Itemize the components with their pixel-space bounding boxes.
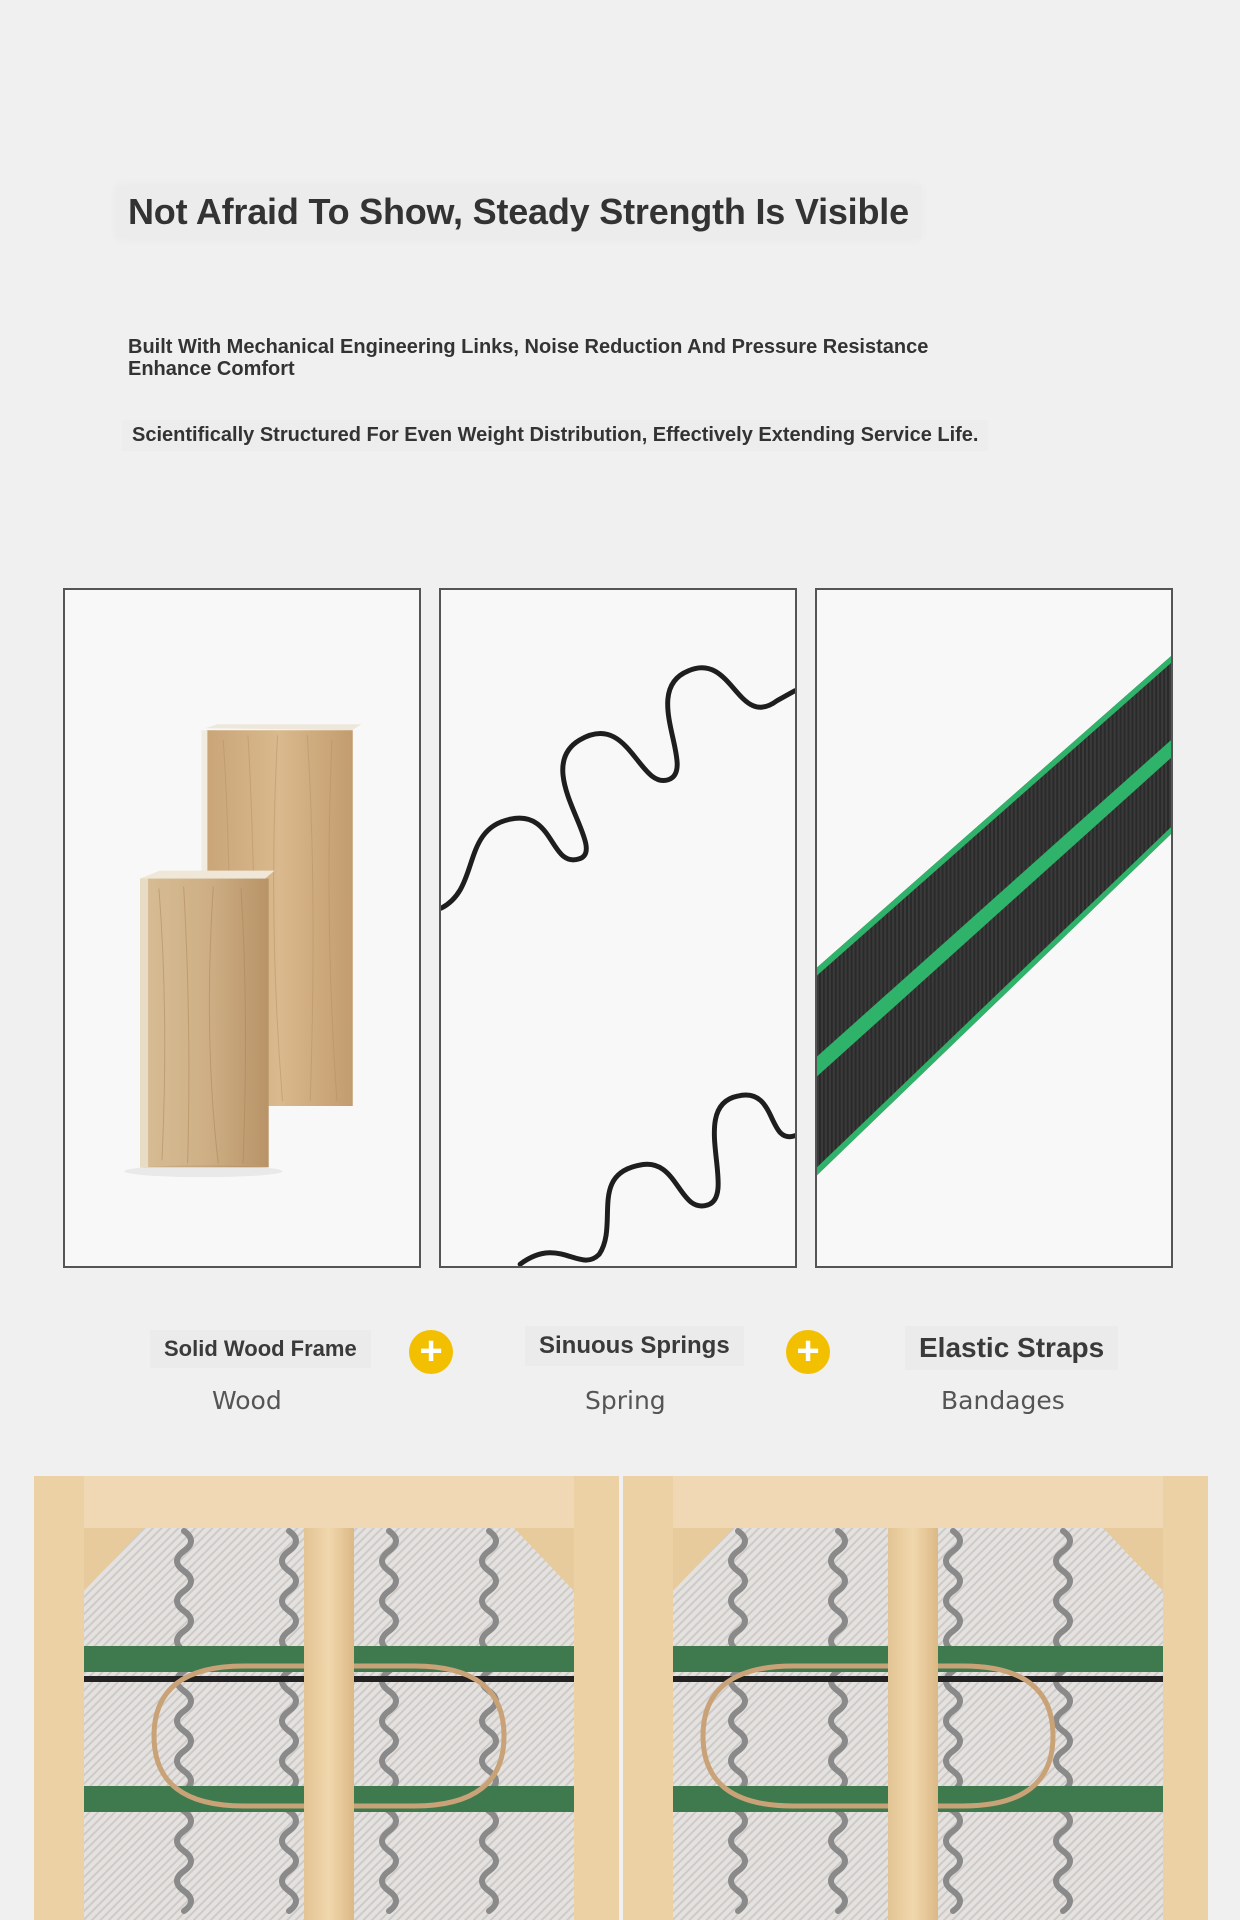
wood-blocks-icon <box>65 590 419 1266</box>
component-title-wood: Solid Wood Frame <box>150 1330 371 1368</box>
plus-circle-icon: + <box>786 1330 830 1374</box>
zigzag-spring-icon <box>441 590 795 1266</box>
spring-panel <box>439 588 797 1268</box>
headline: Not Afraid To Show, Steady Strength Is Visible <box>116 185 921 239</box>
component-label-spring: Spring <box>585 1386 666 1415</box>
wood-panel <box>63 588 421 1268</box>
strap-panel <box>815 588 1173 1268</box>
sofa-frame-illustration <box>34 1476 1208 1920</box>
component-label-strap: Bandages <box>941 1386 1065 1415</box>
frame-assembly-icon <box>34 1476 1208 1920</box>
plus-circle-icon: + <box>409 1330 453 1374</box>
component-label-wood: Wood <box>212 1386 282 1415</box>
elastic-strap-icon <box>817 590 1171 1266</box>
component-title-spring: Sinuous Springs <box>525 1326 744 1366</box>
subheading-weight: Scientifically Structured For Even Weight Distribution, Effectively Extending Service Life. <box>122 420 988 451</box>
component-title-strap: Elastic Straps <box>905 1326 1118 1370</box>
subheading-mechanical: Built With Mechanical Engineering Links, Noise Reduction And Pressure Resistance Enhance Comfort <box>128 336 929 380</box>
